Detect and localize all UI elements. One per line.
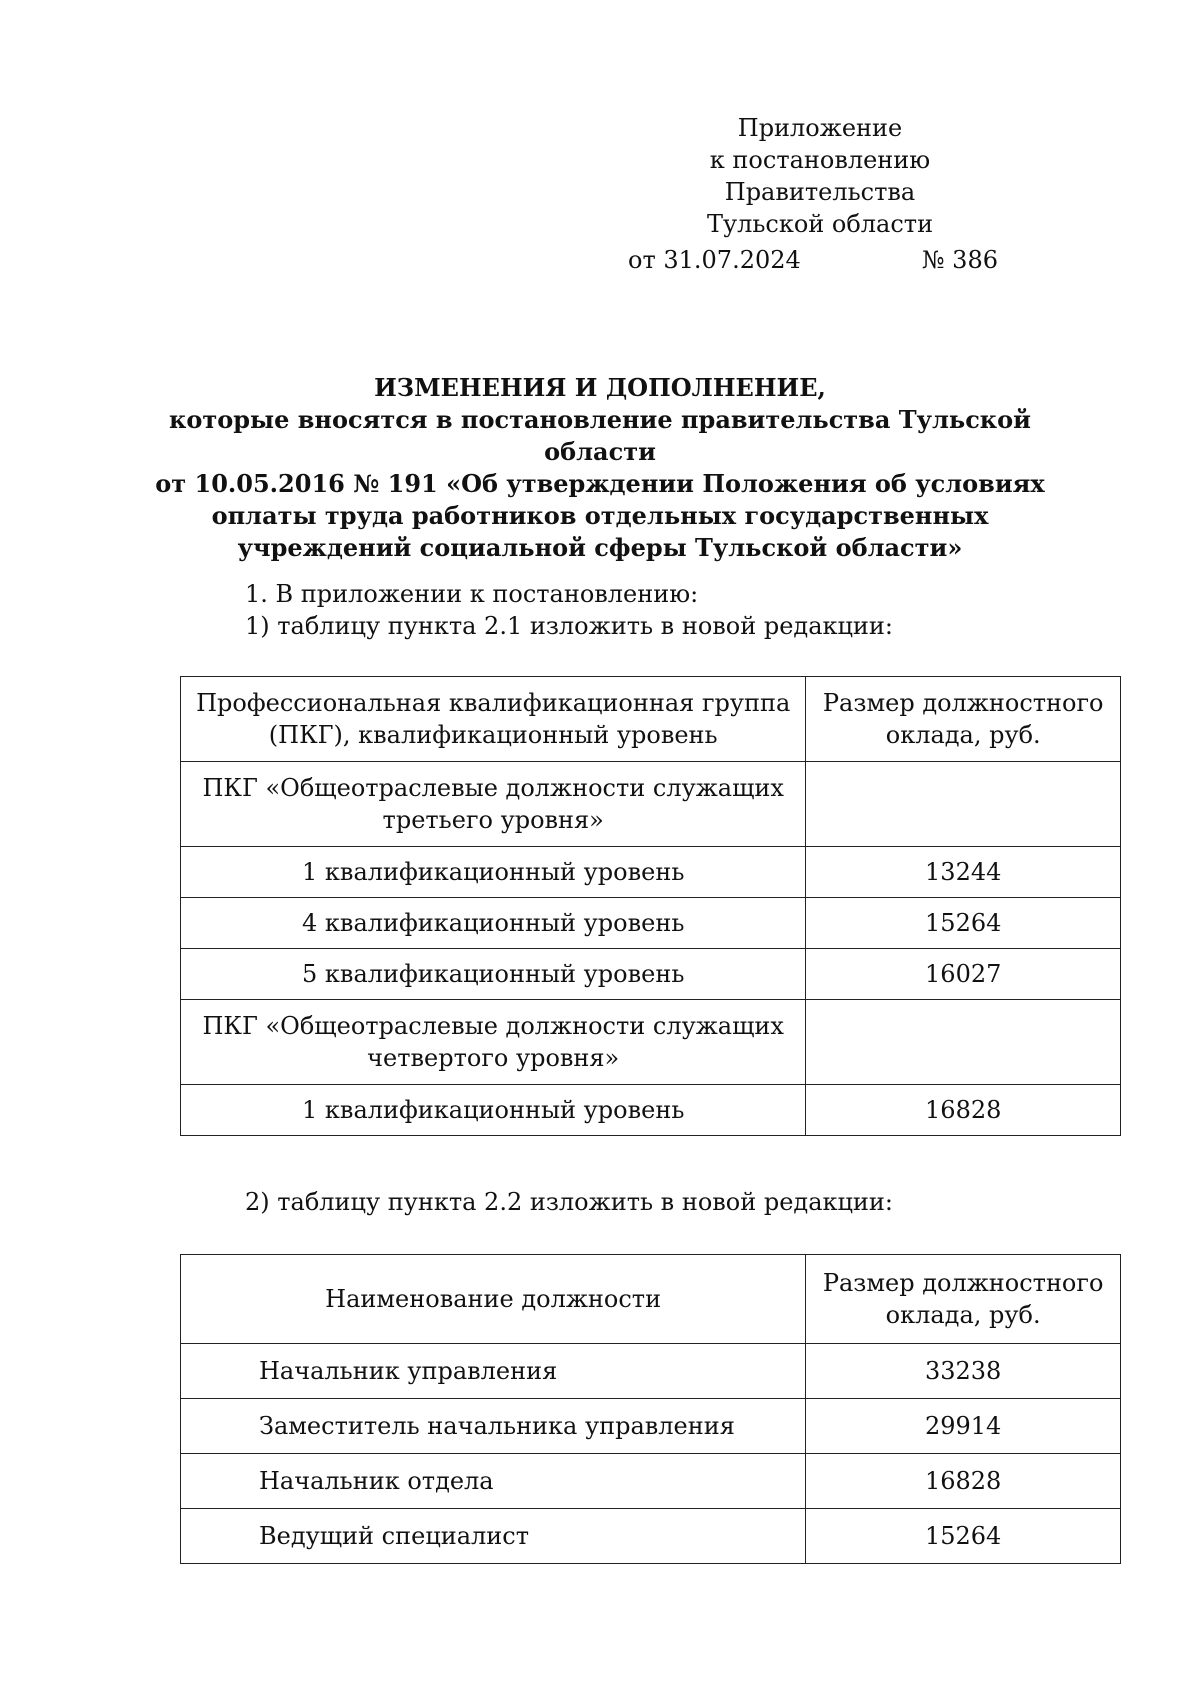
approval-date: от 31.07.2024: [628, 246, 801, 274]
title-line-5: учреждений социальной сферы Тульской области»: [237, 533, 963, 562]
value-cell: [806, 1000, 1121, 1085]
approval-block: [620, 112, 1020, 240]
header-cell-position: Наименование должности: [181, 1255, 806, 1344]
approval-line-2: к постановлению Правительства: [709, 146, 931, 206]
approval-line-1: Приложение: [737, 114, 903, 142]
approval-number: № 386: [921, 246, 998, 274]
value-cell: 15264: [806, 898, 1121, 949]
salary-table-pkg: [180, 676, 1121, 1136]
position-cell: Начальник отдела: [181, 1454, 806, 1509]
salary-table-positions: [180, 1254, 1121, 1564]
header-cell-group: [181, 677, 806, 762]
title-line-1: ИЗМЕНЕНИЯ И ДОПОЛНЕНИЕ,: [374, 373, 826, 402]
table-header-row: [181, 1255, 1121, 1344]
paragraph-2: 1) таблицу пункта 2.1 изложить в новой редакции:: [245, 612, 894, 640]
table-row: [181, 898, 1121, 949]
level-cell: 5 квалификационный уровень: [181, 949, 806, 1000]
header-text: Профессиональная квалификационная группа: [196, 689, 791, 717]
table-row: [181, 1399, 1121, 1454]
approval-line-3: Тульской области: [706, 210, 934, 238]
header-text: оклада, руб.: [885, 721, 1041, 749]
table-row: [181, 949, 1121, 1000]
table-row: [181, 1454, 1121, 1509]
table-row: [181, 847, 1121, 898]
paragraph-3: 2) таблицу пункта 2.2 изложить в новой редакции:: [245, 1188, 894, 1216]
table-row: [181, 1509, 1121, 1564]
document-title: [150, 372, 1050, 564]
group-label: четвертого уровня»: [367, 1044, 620, 1072]
header-cell-salary: [806, 1255, 1121, 1344]
value-cell: 16828: [806, 1454, 1121, 1509]
value-cell: 16027: [806, 949, 1121, 1000]
header-text: Размер должностного: [822, 689, 1104, 717]
position-cell: Ведущий специалист: [181, 1509, 806, 1564]
table-row: [181, 1000, 1121, 1085]
level-cell: 1 квалификационный уровень: [181, 847, 806, 898]
group-label: ПКГ «Общеотраслевые должности служащих: [202, 1012, 784, 1040]
value-cell: 15264: [806, 1509, 1121, 1564]
position-cell: Начальник управления: [181, 1344, 806, 1399]
group-cell: [181, 762, 806, 847]
value-cell: 16828: [806, 1085, 1121, 1136]
header-text: Размер должностного: [822, 1269, 1104, 1297]
level-cell: 1 квалификационный уровень: [181, 1085, 806, 1136]
paragraph-1: 1. В приложении к постановлению:: [245, 580, 699, 608]
table-row: [181, 1085, 1121, 1136]
approval-date-row: [628, 244, 1028, 276]
table-row: [181, 1344, 1121, 1399]
table-header-row: [181, 677, 1121, 762]
header-text: оклада, руб.: [885, 1301, 1041, 1329]
value-cell: 29914: [806, 1399, 1121, 1454]
group-label: ПКГ «Общеотраслевые должности служащих: [202, 774, 784, 802]
title-line-2: которые вносятся в постановление правительства Тульской области: [169, 405, 1031, 466]
title-line-3: от 10.05.2016 № 191 «Об утверждении Положения об условиях: [155, 469, 1045, 498]
position-cell: Заместитель начальника управления: [181, 1399, 806, 1454]
title-line-4: оплаты труда работников отдельных государственных: [211, 501, 989, 530]
group-cell: [181, 1000, 806, 1085]
value-cell: 33238: [806, 1344, 1121, 1399]
header-cell-salary: [806, 677, 1121, 762]
value-cell: [806, 762, 1121, 847]
table-row: [181, 762, 1121, 847]
level-cell: 4 квалификационный уровень: [181, 898, 806, 949]
group-label: третьего уровня»: [382, 806, 604, 834]
header-text: (ПКГ), квалификационный уровень: [268, 721, 718, 749]
value-cell: 13244: [806, 847, 1121, 898]
